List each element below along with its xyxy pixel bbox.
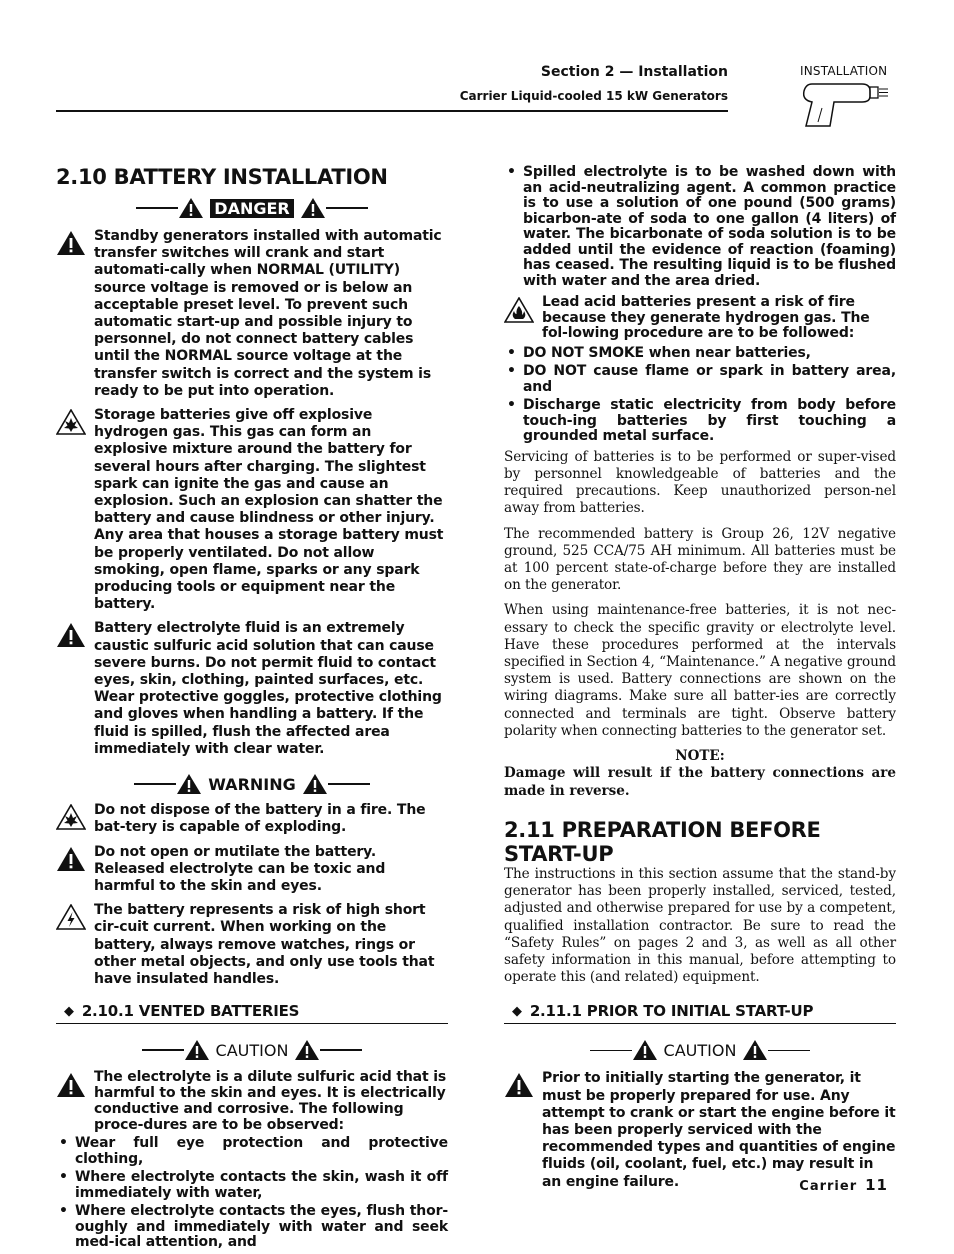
- drill-icon: [800, 78, 890, 130]
- fire-bullet-list: [504, 346, 896, 445]
- paragraph-text: Standby generators installed with automatic transfer switches will crank and start automati-cally when NORMAL (UTILITY) source voltage is removed or is below an acceptable preset level. To prevent such automatic start-up and possible injury to personnel, do not connect battery cables until the NORMAL source voltage at the transfer switch is correct and the system is ready to be put into operation.: [94, 228, 442, 399]
- electrolyte-bullet-list: [504, 165, 896, 289]
- section-heading-battery-installation: 2.10 BATTERY INSTALLATION: [56, 165, 388, 189]
- body-paragraph: The instructions in this section assume that the stand-by generator has been properly installed, serviced, tested, adjusted and otherwise prepared for use by a competent, qualified installation contractor. Be sure to read the “Safety Rules” on pages 2 and 3, as well as all other safety information in this manual, before attempting to operate this (and related) equipment.: [504, 866, 896, 986]
- caution-paragraph: [56, 1070, 448, 1133]
- warning-triangle-icon: [56, 622, 86, 648]
- paragraph-text: The electrolyte is a dilute sulfuric acid that is harmful to the skin and eyes. It is electrically conductive and corrosive. The following proce-dures are to be observed:: [94, 1069, 447, 1133]
- warning-triangle-icon: [632, 1039, 658, 1061]
- warning-triangle-icon: [56, 230, 86, 256]
- paragraph-text: Prior to initially starting the generator, it must be properly prepared for use. Any attempt to crank or start the engine before it has been properly serviced with the recommended types and quantities of engine fluids (oil, coolant, fuel, etc.) may result in an engine failure.: [542, 1070, 896, 1190]
- note-title: NOTE:: [675, 748, 725, 765]
- warning-label: WARNING: [208, 774, 296, 794]
- left-column: [56, 165, 448, 1254]
- section-heading-preparation: 2.11 PREPARATION BEFORE START-UP: [504, 818, 821, 867]
- warning-paragraph: [56, 802, 448, 836]
- subsection-heading-prior-start-up: [504, 1002, 896, 1024]
- list-item: • Spilled electrolyte is to be washed down with an acid-neutralizing agent. A common practice is to use a solution of one pound (500 grams) bicarbon-ate of soda to one gallon (4 liters) of water. The bicarbonate of soda solution is to be added until the evidence of reaction (foaming) has ceased. The resulting liquid is to be flushed with water and the area dried.: [504, 165, 896, 289]
- list-item: • DO NOT SMOKE when near batteries,: [504, 346, 896, 362]
- explosion-hazard-icon: [56, 409, 86, 435]
- warning-paragraph: [56, 902, 448, 988]
- caution-label: CAUTION: [663, 1040, 737, 1060]
- danger-paragraph: [56, 407, 448, 613]
- signal-rule: [768, 1050, 810, 1052]
- diamond-bullet-icon: ◆: [64, 1003, 74, 1019]
- danger-label: DANGER: [210, 199, 293, 218]
- right-column: [504, 165, 896, 1198]
- body-paragraph: Servicing of batteries is to be performed or super-vised by personnel knowledgeable of batteries and the required precautions. Keep unauthorized person-nel away from batteries.: [504, 448, 896, 517]
- note-body: Damage will result if the battery connections are made in reverse.: [504, 765, 896, 800]
- paragraph-text: The battery represents a risk of high short cir-cuit current. When working on the battery, always remove watches, rings or other metal objects, and only use tools that have insulated handles.: [94, 902, 435, 987]
- paragraph-text: Battery electrolyte fluid is an extremely caustic sulfuric acid solution that can cause severe burns. Do not permit fluid to contact eyes, skin, clothing, painted surfaces, etc. Wear protective goggles, protective clothing and gloves when handling a battery. If the fluid is spilled, flush the affected area immediately with clear water.: [94, 620, 442, 757]
- body-paragraph: When using maintenance-free batteries, it is not nec-essary to check the specific gravity or electrolyte level. Have these procedures performed at the intervals specified in Section 4, “Maintenance.” A negative ground system is used. Battery connections are shown on the wiring diagrams. Make sure all batter-ies are correctly connected and terminals are tight. Observe battery polarity when connecting batteries to the generator set.: [504, 602, 896, 739]
- fire-risk-paragraph: [504, 295, 896, 342]
- list-item: • Wear full eye protection and protective clothing,: [56, 1136, 448, 1167]
- body-paragraph: The recommended battery is Group 26, 12V negative ground, 525 CCA/75 AH minimum. All batteries must be at 100 percent state-of-charge before they are installed on the generator.: [504, 525, 896, 594]
- caution-label: CAUTION: [215, 1040, 289, 1060]
- diamond-bullet-icon: ◆: [512, 1003, 522, 1019]
- warning-triangle-icon: [56, 846, 86, 872]
- warning-triangle-icon: [184, 1039, 210, 1061]
- warning-triangle-icon: [294, 1039, 320, 1061]
- header-rule: [56, 110, 728, 112]
- section-header: Section 2 — Installation: [540, 64, 728, 80]
- explosion-hazard-icon: [56, 804, 86, 830]
- signal-rule: [142, 1049, 184, 1051]
- warning-triangle-icon: [302, 773, 328, 795]
- manual-subtitle: Carrier Liquid-cooled 15 kW Generators: [459, 89, 728, 103]
- warning-triangle-icon: [178, 197, 204, 219]
- danger-paragraph: [56, 620, 448, 758]
- signal-rule: [136, 207, 178, 209]
- list-item: • Where electrolyte contacts the eyes, flush thor-oughly and immediately with water and seek med-ical attention, and: [56, 1204, 448, 1251]
- signal-rule: [590, 1050, 632, 1052]
- list-item: • Discharge static electricity from body before touch-ing batteries by first touching a grounded metal surface.: [504, 398, 896, 445]
- signal-rule: [326, 207, 368, 209]
- warning-triangle-icon: [742, 1039, 768, 1061]
- page-footer: [799, 1176, 888, 1194]
- caution-bullet-list: [56, 1136, 448, 1251]
- fire-hazard-icon: [504, 297, 534, 323]
- warning-triangle-icon: [176, 773, 202, 795]
- subsection-heading-vented-batteries: [56, 1002, 448, 1024]
- paragraph-text: Do not dispose of the battery in a fire. The bat-tery is capable of exploding.: [94, 802, 426, 836]
- warning-triangle-icon: [504, 1072, 534, 1098]
- warning-signal: [56, 770, 448, 798]
- paragraph-text: Do not open or mutilate the battery. Released electrolyte can be toxic and harmful to the skin and eyes.: [94, 843, 386, 894]
- signal-rule: [320, 1049, 362, 1051]
- page-number: 11: [865, 1176, 888, 1194]
- footer-brand: Carrier: [799, 1179, 858, 1194]
- warning-triangle-icon: [56, 1072, 86, 1098]
- danger-signal: [56, 194, 448, 222]
- signal-rule: [328, 783, 370, 785]
- danger-paragraph: [56, 228, 448, 400]
- list-item: • Where electrolyte contacts the skin, wash it off immediately with water,: [56, 1170, 448, 1201]
- list-item: • DO NOT cause flame or spark in battery area, and: [504, 364, 896, 395]
- warning-triangle-icon: [300, 197, 326, 219]
- warning-paragraph: [56, 844, 448, 896]
- subsection-title: 2.11.1 PRIOR TO INITIAL START-UP: [529, 1002, 814, 1021]
- subsection-title: 2.10.1 VENTED BATTERIES: [81, 1002, 300, 1021]
- caution-signal: [56, 1036, 448, 1064]
- paragraph-text: Lead acid batteries present a risk of fire because they generate hydrogen gas. The fol-lowing procedure are to be followed:: [542, 294, 870, 342]
- electrical-hazard-icon: [56, 904, 86, 930]
- tab-label: INSTALLATION: [800, 64, 888, 78]
- caution-signal: [504, 1036, 896, 1064]
- paragraph-text: Storage batteries give off explosive hydrogen gas. This gas can form an explosive mixture around the battery for several hours after charging. The slightest spark can ignite the gas and cause an explosion. Such an explosion can shatter the battery and cause blindness or other injury. Any area that houses a storage battery must be properly ventilated. Do not allow smoking, open flame, sparks or any spark producing tools or equipment near the battery.: [94, 407, 444, 613]
- caution-paragraph: [504, 1070, 896, 1190]
- signal-rule: [134, 783, 176, 785]
